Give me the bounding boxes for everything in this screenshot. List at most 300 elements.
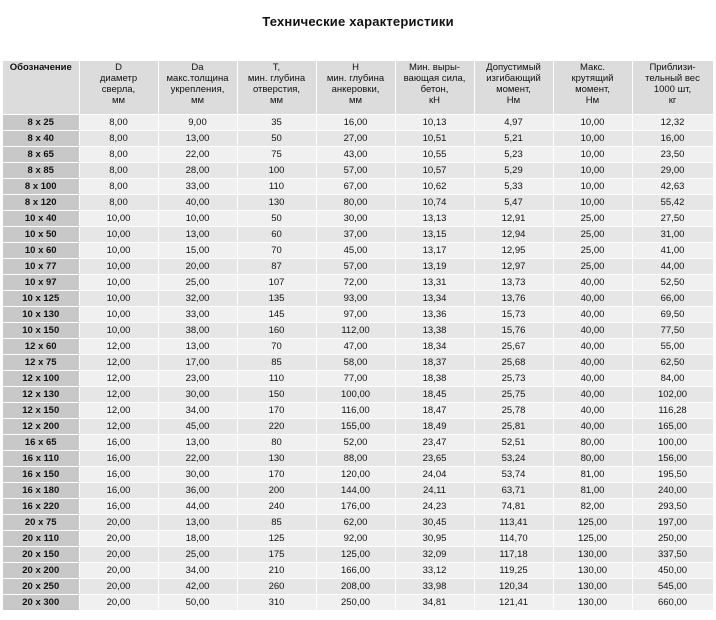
table-row [3,179,713,195]
column-header-line: Нм [506,95,521,106]
table-cell: 450,00 [632,563,713,579]
table-cell: 12,00 [79,339,158,355]
column-header-line: мм [348,95,363,106]
table-cell: 145 [237,307,316,323]
table-cell: 18,47 [395,403,474,419]
table-cell: 57,00 [316,259,395,275]
table-row [3,419,713,435]
table-cell: 40,00 [553,291,632,307]
table-cell: 117,18 [474,547,553,563]
column-header-line: T, [272,62,281,73]
column-header-line: мин. глубина [326,73,385,84]
table-cell: 17,00 [158,355,237,371]
table-cell: 5,23 [474,147,553,163]
column-header-line: момент, [496,84,531,95]
table-cell: 24,11 [395,483,474,499]
table-cell: 45,00 [316,243,395,259]
designation-cell: 20 x 300 [3,595,79,611]
designation-cell: 16 x 220 [3,499,79,515]
table-row [3,483,713,499]
designation-cell: 12 x 100 [3,371,79,387]
table-cell: 130,00 [553,579,632,595]
table-cell: 125 [237,531,316,547]
table-cell: 100,00 [316,387,395,403]
table-cell: 60 [237,227,316,243]
table-cell: 35 [237,115,316,131]
table-row [3,195,713,211]
table-cell: 24,23 [395,499,474,515]
designation-cell: 12 x 75 [3,355,79,371]
table-cell: 44,00 [158,499,237,515]
page-title: Технические характеристики [262,14,454,29]
table-cell: 10,74 [395,195,474,211]
table-cell: 12,00 [79,419,158,435]
table-cell: 23,00 [158,371,237,387]
table-row [3,275,713,291]
table-row [3,259,713,275]
table-row [3,355,713,371]
table-cell: 8,00 [79,163,158,179]
column-header [79,61,158,115]
designation-cell: 20 x 250 [3,579,79,595]
table-cell: 34,00 [158,403,237,419]
table-cell: 210 [237,563,316,579]
table-cell: 119,25 [474,563,553,579]
table-cell: 166,00 [316,563,395,579]
table-cell: 197,00 [632,515,713,531]
table-cell: 27,50 [632,211,713,227]
table-cell: 12,91 [474,211,553,227]
column-header [316,61,395,115]
table-cell: 165,00 [632,419,713,435]
table-cell: 20,00 [158,259,237,275]
table-cell: 130,00 [553,547,632,563]
table-cell: 25,00 [553,227,632,243]
table-cell: 10,00 [553,131,632,147]
table-row [3,467,713,483]
table-cell: 81,00 [553,467,632,483]
table-row [3,147,713,163]
table-cell: 116,00 [316,403,395,419]
table-cell: 23,65 [395,451,474,467]
table-cell: 18,45 [395,387,474,403]
designation-cell: 20 x 200 [3,563,79,579]
table-cell: 77,00 [316,371,395,387]
table-cell: 10,62 [395,179,474,195]
table-cell: 12,97 [474,259,553,275]
table-cell: 110 [237,179,316,195]
column-header-line: крутящий [571,73,614,84]
table-cell: 10,00 [79,323,158,339]
designation-cell: 20 x 150 [3,547,79,563]
table-cell: 100,00 [632,435,713,451]
table-cell: 22,00 [158,451,237,467]
table-cell: 130,00 [553,563,632,579]
table-cell: 33,98 [395,579,474,595]
table-cell: 16,00 [79,451,158,467]
table-cell: 40,00 [158,195,237,211]
table-row [3,579,713,595]
table-cell: 25,00 [158,275,237,291]
table-cell: 5,47 [474,195,553,211]
table-row [3,387,713,403]
table-cell: 170 [237,467,316,483]
table-cell: 66,00 [632,291,713,307]
table-cell: 13,15 [395,227,474,243]
table-row [3,227,713,243]
table-row [3,371,713,387]
table-cell: 135 [237,291,316,307]
column-header-line: Обозначение [9,62,72,73]
table-cell: 10,00 [553,163,632,179]
table-cell: 10,13 [395,115,474,131]
table-cell: 62,00 [316,515,395,531]
table-cell: 13,31 [395,275,474,291]
table-cell: 25,00 [553,243,632,259]
table-cell: 10,51 [395,131,474,147]
table-cell: 34,81 [395,595,474,611]
table-row [3,563,713,579]
table-cell: 16,00 [79,467,158,483]
table-row [3,499,713,515]
table-cell: 30,95 [395,531,474,547]
table-body [3,115,713,611]
column-header [632,61,713,115]
table-cell: 47,00 [316,339,395,355]
table-cell: 80,00 [553,435,632,451]
table-cell: 67,00 [316,179,395,195]
table-cell: 25,68 [474,355,553,371]
table-cell: 113,41 [474,515,553,531]
designation-cell: 10 x 77 [3,259,79,275]
table-cell: 85 [237,355,316,371]
table-cell: 62,50 [632,355,713,371]
column-header-line: H [352,62,359,73]
designation-cell: 16 x 110 [3,451,79,467]
table-cell: 25,78 [474,403,553,419]
column-header-line: Макс. [580,62,605,73]
table-cell: 156,00 [632,451,713,467]
column-header-line: вающая сила, [403,73,466,84]
table-cell: 30,00 [158,467,237,483]
table-cell: 40,00 [553,355,632,371]
table-cell: 10,00 [553,179,632,195]
table-cell: 25,67 [474,339,553,355]
designation-cell: 10 x 60 [3,243,79,259]
table-cell: 20,00 [79,595,158,611]
table-cell: 16,00 [79,435,158,451]
table-cell: 15,76 [474,323,553,339]
table-cell: 36,00 [158,483,237,499]
table-cell: 33,12 [395,563,474,579]
designation-cell: 10 x 125 [3,291,79,307]
designation-cell: 8 x 120 [3,195,79,211]
table-cell: 13,00 [158,515,237,531]
table-cell: 16,00 [632,131,713,147]
table-cell: 12,32 [632,115,713,131]
table-cell: 125,00 [316,547,395,563]
table-row [3,339,713,355]
column-header-line: мм [111,95,126,106]
table-cell: 52,00 [316,435,395,451]
table-cell: 15,00 [158,243,237,259]
column-header [395,61,474,115]
column-header-line: диаметр [99,73,138,84]
table-cell: 12,00 [79,355,158,371]
column-header-line: бетон, [420,84,449,95]
table-cell: 30,00 [316,211,395,227]
table-cell: 55,42 [632,195,713,211]
table-cell: 40,00 [553,371,632,387]
column-header-line: момент, [575,84,610,95]
table-cell: 38,00 [158,323,237,339]
table-cell: 20,00 [79,547,158,563]
column-header [237,61,316,115]
table-cell: 15,73 [474,307,553,323]
table-cell: 10,57 [395,163,474,179]
table-cell: 88,00 [316,451,395,467]
table-cell: 40,00 [553,419,632,435]
table-cell: 13,00 [158,131,237,147]
designation-cell: 12 x 150 [3,403,79,419]
table-cell: 18,38 [395,371,474,387]
table-cell: 13,00 [158,339,237,355]
table-cell: 9,00 [158,115,237,131]
table-cell: 10,00 [79,243,158,259]
table-cell: 42,00 [158,579,237,595]
table-cell: 50 [237,131,316,147]
table-row [3,451,713,467]
table-cell: 25,00 [553,259,632,275]
table-cell: 250,00 [316,595,395,611]
table-cell: 13,76 [474,291,553,307]
table-cell: 10,00 [553,195,632,211]
table-cell: 40,00 [553,307,632,323]
table-cell: 5,21 [474,131,553,147]
table-cell: 69,50 [632,307,713,323]
column-header [474,61,553,115]
column-header-line: отверстия, [252,84,301,95]
table-cell: 80,00 [553,451,632,467]
table-cell: 100 [237,163,316,179]
table-cell: 120,00 [316,467,395,483]
table-cell: 24,04 [395,467,474,483]
column-header-line: D [115,62,122,73]
table-cell: 13,19 [395,259,474,275]
column-header-line: Приблизи- [649,62,696,73]
table-cell: 84,00 [632,371,713,387]
table-cell: 22,00 [158,147,237,163]
table-cell: 10,00 [79,227,158,243]
designation-cell: 10 x 50 [3,227,79,243]
table-cell: 176,00 [316,499,395,515]
table-cell: 30,45 [395,515,474,531]
table-cell: 28,00 [158,163,237,179]
table-cell: 25,73 [474,371,553,387]
table-cell: 125,00 [553,515,632,531]
table-cell: 12,94 [474,227,553,243]
table-cell: 13,00 [158,227,237,243]
column-header-line: 1000 шт, [653,84,692,95]
table-cell: 20,00 [79,515,158,531]
column-header-line: сверла, [101,84,136,95]
table-cell: 18,34 [395,339,474,355]
table-row [3,163,713,179]
table-cell: 13,38 [395,323,474,339]
table-cell: 74,81 [474,499,553,515]
table-cell: 31,00 [632,227,713,243]
specifications-table [3,61,714,611]
column-header-line: мин. глубина [247,73,306,84]
table-cell: 10,00 [158,211,237,227]
designation-cell: 10 x 97 [3,275,79,291]
table-cell: 13,73 [474,275,553,291]
designation-cell: 10 x 130 [3,307,79,323]
table-cell: 155,00 [316,419,395,435]
table-cell: 53,24 [474,451,553,467]
table-cell: 12,00 [79,371,158,387]
table-cell: 57,00 [316,163,395,179]
table-cell: 8,00 [79,115,158,131]
table-cell: 27,00 [316,131,395,147]
table-cell: 20,00 [79,531,158,547]
table-cell: 82,00 [553,499,632,515]
column-header [158,61,237,115]
table-cell: 72,00 [316,275,395,291]
table-cell: 58,00 [316,355,395,371]
table-cell: 10,00 [553,147,632,163]
table-cell: 4,97 [474,115,553,131]
table-cell: 45,00 [158,419,237,435]
table-cell: 77,50 [632,323,713,339]
table-row [3,291,713,307]
designation-cell: 16 x 150 [3,467,79,483]
table-cell: 20,00 [79,579,158,595]
designation-cell: 16 x 180 [3,483,79,499]
table-cell: 160 [237,323,316,339]
table-cell: 195,50 [632,467,713,483]
table-cell: 53,74 [474,467,553,483]
table-cell: 170 [237,403,316,419]
table-cell: 10,55 [395,147,474,163]
table-cell: 220 [237,419,316,435]
table-cell: 29,00 [632,163,713,179]
table-row [3,131,713,147]
table-cell: 116,28 [632,403,713,419]
column-header [3,61,79,115]
table-cell: 121,41 [474,595,553,611]
table-cell: 10,00 [79,259,158,275]
designation-cell: 20 x 75 [3,515,79,531]
column-header-line: Мин. выры- [409,62,460,73]
table-cell: 52,51 [474,435,553,451]
table-cell: 40,00 [553,275,632,291]
table-cell: 200 [237,483,316,499]
table-cell: 120,34 [474,579,553,595]
table-cell: 337,50 [632,547,713,563]
table-cell: 16,00 [79,483,158,499]
table-cell: 20,00 [79,563,158,579]
table-cell: 112,00 [316,323,395,339]
table-row [3,595,713,611]
table-cell: 32,09 [395,547,474,563]
table-cell: 13,17 [395,243,474,259]
table-cell: 40,00 [553,339,632,355]
table-cell: 63,71 [474,483,553,499]
table-cell: 25,75 [474,387,553,403]
table-cell: 125,00 [553,531,632,547]
column-header-line: кг [668,95,677,106]
table-cell: 130 [237,195,316,211]
table-row [3,403,713,419]
table-cell: 23,50 [632,147,713,163]
table-cell: 5,33 [474,179,553,195]
table-cell: 107 [237,275,316,291]
table-cell: 12,00 [79,387,158,403]
table-cell: 50 [237,211,316,227]
table-cell: 81,00 [553,483,632,499]
table-cell: 33,00 [158,179,237,195]
table-cell: 10,00 [553,115,632,131]
table-cell: 13,13 [395,211,474,227]
table-cell: 293,50 [632,499,713,515]
table-cell: 250,00 [632,531,713,547]
table-cell: 13,36 [395,307,474,323]
table-cell: 70 [237,243,316,259]
table-cell: 110 [237,371,316,387]
column-header-line: Da [191,62,204,73]
designation-cell: 12 x 60 [3,339,79,355]
table-cell: 10,00 [79,307,158,323]
table-cell: 32,00 [158,291,237,307]
table-cell: 240 [237,499,316,515]
table-cell: 114,70 [474,531,553,547]
table-cell: 8,00 [79,131,158,147]
table-header [3,61,713,115]
table-cell: 10,00 [79,211,158,227]
table-cell: 150 [237,387,316,403]
table-cell: 240,00 [632,483,713,499]
column-header-line: кН [428,95,441,106]
table-cell: 40,00 [553,387,632,403]
table-cell: 175 [237,547,316,563]
column-header-line: укрепления, [170,84,225,95]
header-row [3,61,713,115]
table-cell: 16,00 [79,499,158,515]
designation-cell: 20 x 110 [3,531,79,547]
table-cell: 40,00 [553,403,632,419]
designation-cell: 16 x 65 [3,435,79,451]
column-header-line: анкеровки, [331,84,380,95]
table-cell: 97,00 [316,307,395,323]
table-cell: 85 [237,515,316,531]
column-header-line: Допустимый [486,62,541,73]
table-cell: 87 [237,259,316,275]
table-cell: 102,00 [632,387,713,403]
table-cell: 42,63 [632,179,713,195]
table-cell: 310 [237,595,316,611]
designation-cell: 12 x 130 [3,387,79,403]
table-cell: 37,00 [316,227,395,243]
table-cell: 10,00 [79,291,158,307]
table-row [3,547,713,563]
designation-cell: 8 x 65 [3,147,79,163]
table-cell: 23,47 [395,435,474,451]
column-header-line: макс.толщина [166,73,229,84]
column-header-line: Нм [585,95,600,106]
table-row [3,435,713,451]
designation-cell: 10 x 150 [3,323,79,339]
